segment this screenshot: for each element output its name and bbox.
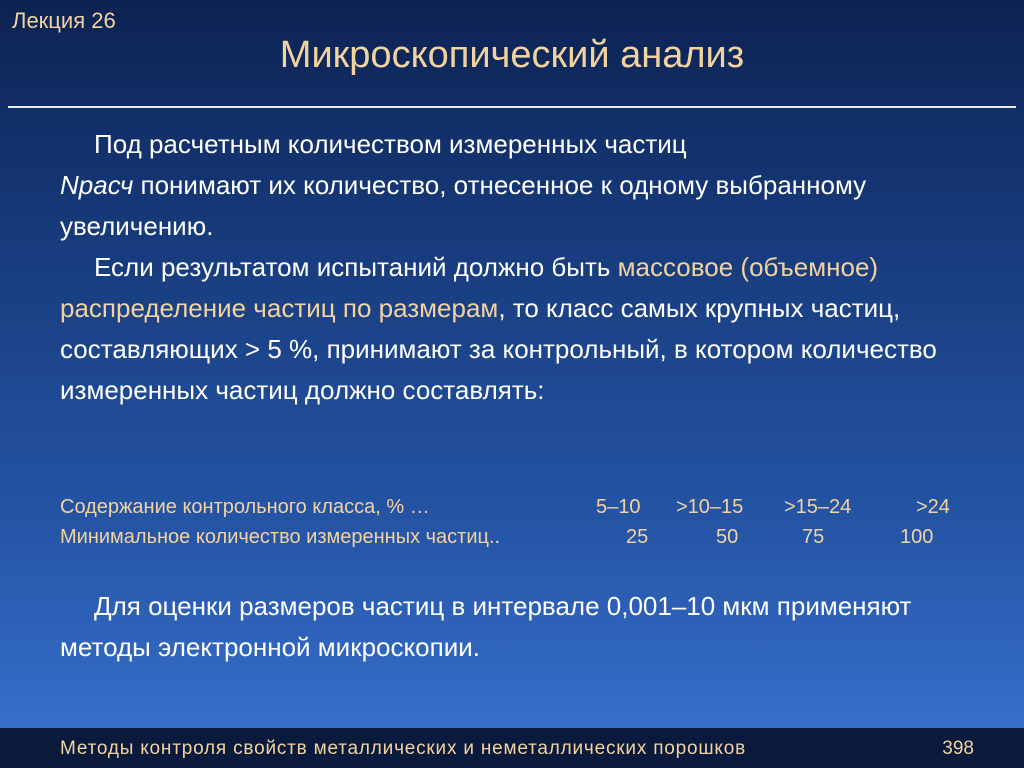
paragraph-definition: [60, 124, 960, 247]
row-label-content: Содержание контрольного класса, % …: [60, 496, 430, 518]
condition-text-end: , то класс самых крупных частиц, составляющих > 5 %, принимают за контрольный, в котором количество измеренных частиц должно составлять:: [60, 293, 937, 405]
definition-text-end: понимают их количество, отнесенное к одному выбранному увеличению.: [60, 170, 867, 241]
slide-title: Микроскопический анализ: [279, 34, 745, 76]
title-divider: [8, 106, 1016, 108]
paragraph-electron-microscopy: Для оценки размеров частиц в интервале 0,001–10 мкм применяют методы электронной микроскопии.: [60, 591, 912, 662]
footer-course-title: Методы контроля свойств металлических и неметаллических порошков: [60, 738, 747, 759]
cell-count-2: 50: [716, 526, 739, 548]
cell-count-3: 75: [802, 526, 825, 548]
page-number: 398: [942, 738, 974, 759]
table-row: [60, 492, 980, 522]
body-text: [60, 124, 960, 411]
n-calc-symbol: Nрасч: [60, 170, 134, 200]
lecture-label: Лекция 26: [12, 8, 116, 33]
row-label-count: Минимальное количество измеренных частиц..: [60, 526, 501, 548]
cell-range-2: >10–15: [676, 496, 744, 518]
cell-range-4: >24: [916, 496, 950, 518]
condition-text-start: Если результатом испытаний должно быть: [94, 252, 618, 282]
highlight-distribution: массовое (объемное) распределение частиц по размерам: [60, 252, 879, 323]
cell-range-1: 5–10: [596, 496, 641, 518]
cell-count-4: 100: [900, 526, 934, 548]
control-class-table: [60, 492, 980, 552]
cell-range-3: >15–24: [784, 496, 852, 518]
paragraph-condition: [60, 247, 960, 411]
table-row: [60, 522, 980, 552]
definition-text-start: Под расчетным количеством измеренных частиц: [94, 129, 687, 159]
cell-count-1: 25: [626, 526, 649, 548]
closing-text: [60, 586, 960, 668]
